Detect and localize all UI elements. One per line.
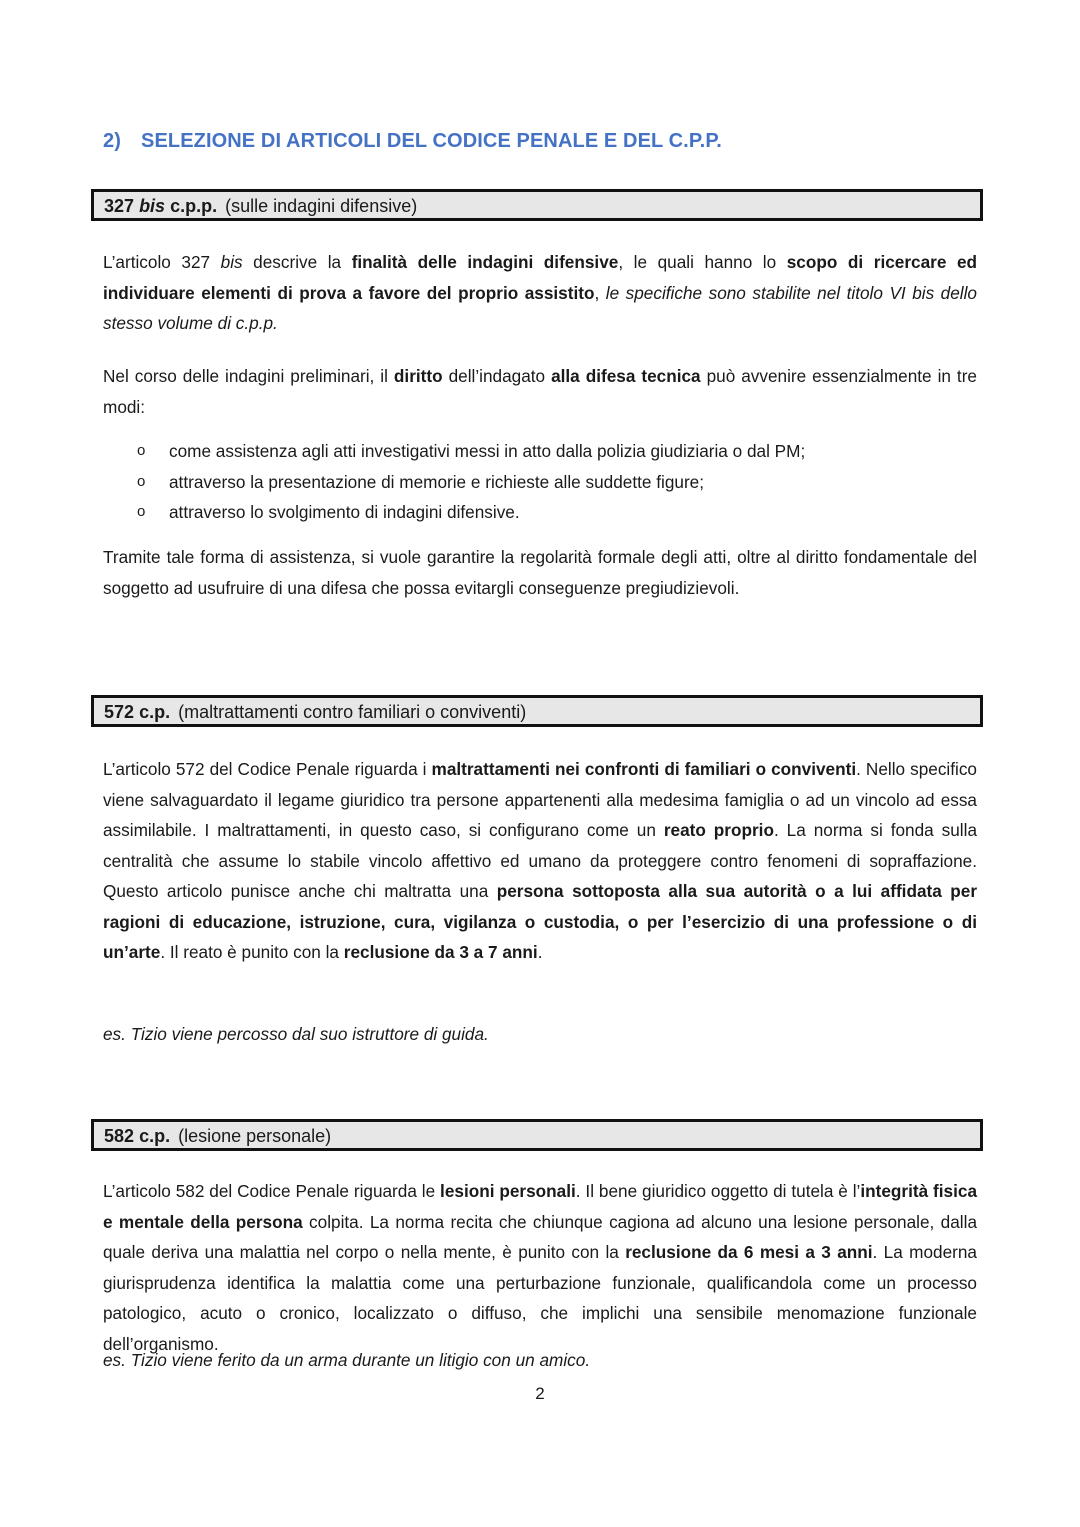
- text-run: L’articolo 582 del Codice Penale riguarda le: [103, 1181, 441, 1201]
- hollow-circle-bullet-icon: o: [137, 503, 146, 520]
- article-number: 327 bis c.p.p.: [104, 196, 218, 216]
- article-code: c.p.p.: [170, 196, 218, 216]
- text-run: ,: [594, 282, 606, 303]
- text-run: . Il reato è punito con la: [160, 942, 344, 962]
- article-header-327bis: [91, 189, 983, 221]
- hollow-circle-bullet-icon: o: [137, 472, 146, 490]
- text-run: colpita. La norma recita che chiunque cagiona ad alcuno una lesione personale, dalla quale deriva una malattia nel corpo o nella mente, è punito con la: [103, 1211, 977, 1262]
- article-title: (lesione personale): [178, 1126, 332, 1146]
- hollow-circle-bullet-icon: o: [137, 442, 146, 459]
- list-item: o come assistenza agli atti investigativi messi in atto dalla polizia giudiziaria o dal PM;: [103, 436, 977, 467]
- article-header-572: [91, 695, 983, 727]
- bold-text-run: integrità fisica e mentale della persona: [103, 1181, 978, 1232]
- article-number-suffix: bis: [139, 196, 166, 216]
- text-run: . Nello specifico viene salvaguardato il legame giuridico tra persone appartenenti alla medesima famiglia o ad un vincolo ad essa assimilabile. I maltrattamenti, in questo caso, si configurano come un: [103, 759, 977, 840]
- text-run: L’articolo 572 del Codice Penale riguarda i: [103, 759, 432, 779]
- section-title: SELEZIONE DI ARTICOLI DEL CODICE PENALE E DEL C.P.P.: [141, 130, 722, 152]
- article-number: 572 c.p.: [104, 702, 171, 722]
- section-number: 2): [103, 130, 121, 152]
- article-paragraph: [103, 754, 977, 968]
- bold-text-run: reato proprio: [663, 820, 774, 840]
- text-run: . La moderna giurisprudenza identifica la malattia come una perturbazione funzionale, qualificandola come un processo patologico, acuto o cronico, localizzato o diffuso, che implichi una sensibile menomazione funzionale dell’organismo.: [103, 1242, 977, 1354]
- article-title: (maltrattamenti contro familiari o conviventi): [178, 702, 527, 722]
- bold-text-run: diritto: [393, 366, 443, 386]
- article-number: 582 c.p.: [104, 1126, 171, 1146]
- article-paragraph: [103, 361, 977, 422]
- text-run: . Il bene giuridico oggetto di tutela è l’: [575, 1181, 861, 1201]
- article-paragraph: [103, 542, 977, 603]
- page-number: 2: [535, 1384, 545, 1403]
- bold-text-run: alla difesa tecnica: [551, 366, 701, 386]
- article-paragraph: [103, 1176, 977, 1359]
- example-text: es. Tizio viene percosso dal suo istruttore di guida.: [103, 1024, 489, 1044]
- text-run: dell’indagato: [442, 366, 552, 386]
- article-header-582: [91, 1119, 983, 1151]
- article-title: (sulle indagini difensive): [225, 196, 418, 216]
- list-item: o attraverso la presentazione di memorie e richieste alle suddette figure;: [103, 467, 977, 498]
- bold-text-run: finalità delle indagini difensive: [351, 252, 619, 272]
- article-code: c.p.: [139, 702, 171, 722]
- text-run: descrive la: [242, 252, 352, 272]
- italic-text-run: le specifiche sono stabilite nel titolo VI bis dello stesso volume di c.p.p.: [103, 282, 977, 333]
- text-run: . La norma si fonda sulla centralità che assume lo stabile vincolo affettivo ed umano da proteggere contro fenomeni di sopraffazione. Questo articolo punisce anche chi maltratta una: [103, 820, 978, 901]
- bold-text-run: reclusione da 6 mesi a 3 anni: [625, 1242, 873, 1262]
- bold-text-run: scopo di ricercare ed individuare elementi di prova a favore del proprio assistito: [103, 252, 978, 303]
- section-heading: [103, 130, 722, 153]
- bold-text-run: reclusione da 3 a 7 anni: [343, 942, 538, 962]
- text-run: può avvenire essenzialmente in tre modi:: [103, 366, 977, 417]
- text-run: L’articolo 327: [103, 252, 221, 272]
- italic-text-run: bis: [220, 252, 243, 272]
- bold-text-run: persona sottoposta alla sua autorità o a lui affidata per ragioni di educazione, istruzione, cura, vigilanza o custodia, o per l’esercizio di una professione o di un’arte: [103, 881, 978, 962]
- example-text: es. Tizio viene ferito da un arma durante un litigio con un amico.: [103, 1350, 591, 1370]
- bold-text-run: lesioni personali: [440, 1181, 576, 1201]
- bold-text-run: maltrattamenti nei confronti di familiari o conviventi: [431, 759, 857, 779]
- text-run: Nel corso delle indagini preliminari, il: [103, 366, 394, 386]
- article-paragraph: [103, 247, 977, 339]
- article-code: c.p.: [139, 1126, 171, 1146]
- text-run: , le quali hanno lo: [618, 252, 787, 272]
- bullet-list: [103, 436, 977, 528]
- text-run: .: [537, 942, 543, 962]
- text-run: Tramite tale forma di assistenza, si vuole garantire la regolarità formale degli atti, oltre al diritto fondamentale del soggetto ad usufruire di una difesa che possa evitargli conseguenze pregiudizievoli.: [103, 547, 977, 598]
- list-item: o attraverso lo svolgimento di indagini difensive.: [103, 497, 977, 528]
